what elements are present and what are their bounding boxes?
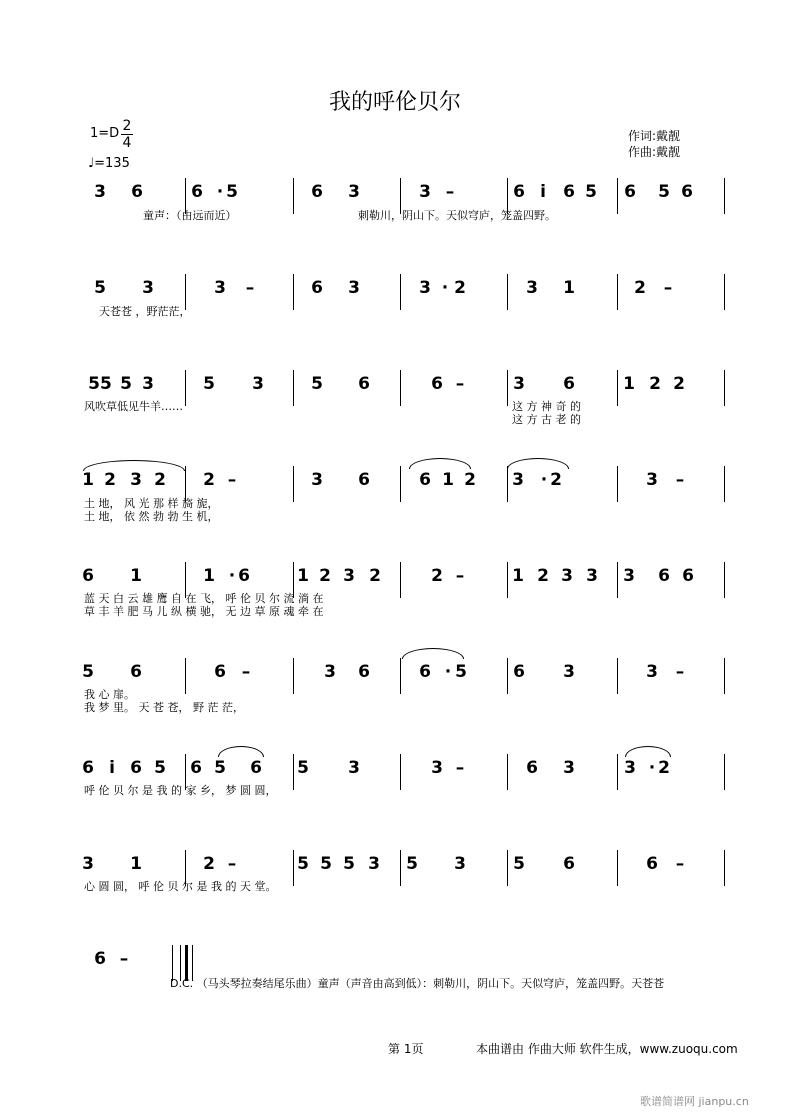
barline: [400, 466, 401, 502]
note: 2: [104, 470, 116, 490]
note: 6: [82, 566, 94, 586]
page-number: 第 1页: [388, 1042, 424, 1056]
barline: [400, 370, 401, 406]
note: 3: [214, 278, 226, 298]
note: 6: [513, 662, 525, 682]
barline: [617, 658, 618, 694]
quarter-note-icon: ♩: [88, 156, 95, 171]
note: 5: [343, 854, 355, 874]
note: 6: [563, 374, 575, 394]
lyric-3a: 这 方 神 奇 的: [512, 400, 581, 413]
note: 6: [214, 662, 226, 682]
lyric-1b: 刺勒川，阴山下。天似穹庐，笼盖四野。: [358, 209, 556, 222]
note: 3: [586, 566, 598, 586]
barline: [400, 274, 401, 310]
note: 6: [526, 758, 538, 778]
barline: [617, 178, 618, 214]
note: 6: [431, 374, 443, 394]
tempo-value: =135: [94, 156, 130, 171]
barline: [507, 562, 508, 598]
note: 6: [250, 758, 262, 778]
barline: [724, 466, 725, 502]
lyric-3: 风吹草低见牛羊……: [84, 400, 183, 413]
watermark: 歌谱简谱网 jianpu.cn: [640, 1095, 749, 1108]
note: 2: [649, 374, 661, 394]
lyric-4b: 土 地， 依 然 勃 勃 生 机，: [84, 510, 219, 523]
barline: [185, 658, 186, 694]
note: 3: [419, 278, 431, 298]
note: 5: [94, 278, 106, 298]
barline: [400, 850, 401, 886]
barline: [617, 466, 618, 502]
lyric-6a: 我 心 扉。: [84, 688, 135, 701]
note: 3: [623, 566, 635, 586]
time-top: 2: [122, 118, 132, 134]
note: 5: [406, 854, 418, 874]
note: 3: [624, 758, 636, 778]
note: i: [109, 758, 115, 778]
note: ·: [216, 182, 224, 202]
barline: [617, 370, 618, 406]
note: 1: [130, 854, 142, 874]
slur: [218, 746, 264, 757]
barline: [617, 562, 618, 598]
lyric-7: 呼 伦 贝 尔 是 我 的 家 乡， 梦 圆 圆，: [84, 784, 277, 797]
lyric-3b: 这 方 古 老 的: [512, 413, 581, 426]
note: 1: [203, 566, 215, 586]
note: 2: [319, 566, 331, 586]
barline: [293, 466, 294, 502]
note: 6: [682, 566, 694, 586]
credits: [628, 128, 680, 160]
note: 3: [512, 470, 524, 490]
barline: [293, 178, 294, 214]
note: 3: [526, 278, 538, 298]
composer: 作曲:戴靓: [628, 145, 681, 159]
note: 3: [348, 182, 360, 202]
barline: [724, 658, 725, 694]
note: 5: [82, 662, 94, 682]
note: 5: [203, 374, 215, 394]
barline: [617, 850, 618, 886]
barline: [400, 562, 401, 598]
note: 6: [419, 662, 431, 682]
note: 3: [419, 182, 431, 202]
time-bottom: 4: [122, 135, 132, 151]
lyric-2: 天苍苍 ，野茫茫，: [99, 305, 191, 318]
note: 3: [368, 854, 380, 874]
note: 1: [563, 278, 575, 298]
slur: [625, 746, 671, 757]
note: 6: [311, 278, 323, 298]
lyric-5a: 蓝 天 白 云 雄 鹰 自 在 飞， 呼 伦 贝 尔 流 淌 在: [84, 592, 324, 605]
note: –: [245, 278, 255, 298]
note: –: [675, 662, 685, 682]
lyric-8: 心 圆 圆， 呼 伦 贝 尔 是 我 的 天 堂。: [84, 880, 277, 893]
note: ·: [648, 758, 656, 778]
note: 3: [646, 662, 658, 682]
note: 3: [82, 854, 94, 874]
key-signature: 1=D: [90, 126, 120, 141]
note: ·: [540, 470, 548, 490]
barline: [724, 370, 725, 406]
note: 3: [563, 758, 575, 778]
note: 5: [214, 758, 226, 778]
note: 6: [658, 566, 670, 586]
note: 55: [88, 374, 112, 394]
note: 3: [252, 374, 264, 394]
note: 5: [120, 374, 132, 394]
note: 1: [82, 470, 94, 490]
note: 6: [130, 662, 142, 682]
note: 3: [311, 470, 323, 490]
note: 6: [681, 182, 693, 202]
note: 3: [130, 470, 142, 490]
tempo-marking: [88, 156, 130, 171]
note: 6: [190, 758, 202, 778]
barline: [507, 466, 508, 502]
note: 6: [238, 566, 250, 586]
barline: [507, 754, 508, 790]
note: 6: [563, 854, 575, 874]
note: 1: [442, 470, 454, 490]
barline: [293, 370, 294, 406]
barline: [724, 274, 725, 310]
note: –: [227, 854, 237, 874]
lyricist: 作词:戴靓: [628, 129, 681, 143]
barline: [617, 754, 618, 790]
note: 6: [563, 182, 575, 202]
barline: [617, 274, 618, 310]
note: 3: [431, 758, 443, 778]
note: 6: [311, 182, 323, 202]
note: –: [455, 566, 465, 586]
barline: [400, 658, 401, 694]
note: 2: [203, 854, 215, 874]
slur: [409, 458, 471, 469]
note: 3: [348, 758, 360, 778]
note: 3: [646, 470, 658, 490]
barline: [507, 658, 508, 694]
barline: [507, 370, 508, 406]
lyric-5b: 草 丰 羊 肥 马 儿 纵 横 驰， 无 边 草 原 魂 牵 在: [84, 605, 324, 618]
note: 6: [358, 470, 370, 490]
note: 3: [454, 854, 466, 874]
note: 6: [419, 470, 431, 490]
note: 6: [130, 758, 142, 778]
note: ·: [444, 662, 452, 682]
note: 6: [191, 182, 203, 202]
note: 2: [154, 470, 166, 490]
note: 6: [131, 182, 143, 202]
note: 6: [513, 182, 525, 202]
note: 6: [358, 374, 370, 394]
note: 6: [646, 854, 658, 874]
note: 6: [358, 662, 370, 682]
note: –: [241, 662, 251, 682]
note: 5: [226, 182, 238, 202]
note: 1: [297, 566, 309, 586]
barline: [185, 370, 186, 406]
note: 2: [537, 566, 549, 586]
barline: [724, 754, 725, 790]
note: 5: [658, 182, 670, 202]
note: 2: [203, 470, 215, 490]
note: 3: [324, 662, 336, 682]
note: 5: [154, 758, 166, 778]
note: –: [675, 854, 685, 874]
note: –: [227, 470, 237, 490]
barline: [507, 274, 508, 310]
note: 3: [142, 374, 154, 394]
note: 3: [142, 278, 154, 298]
note: 3: [348, 278, 360, 298]
note: 2: [634, 278, 646, 298]
barline: [400, 754, 401, 790]
barline: [724, 178, 725, 214]
note: –: [119, 949, 129, 969]
note: 6: [82, 758, 94, 778]
note: 5: [513, 854, 525, 874]
slur: [402, 648, 464, 659]
note: 3: [513, 374, 525, 394]
note: 5: [311, 374, 323, 394]
time-signature: [120, 118, 134, 151]
note: –: [455, 758, 465, 778]
note: –: [663, 278, 673, 298]
note: ·: [441, 278, 449, 298]
barline: [293, 274, 294, 310]
note: 5: [297, 854, 309, 874]
note: 2: [431, 566, 443, 586]
generator-note: 本曲谱由 作曲大师 软件生成，www.zuoqu.com: [476, 1042, 738, 1056]
note: i: [540, 182, 546, 202]
note: 5: [455, 662, 467, 682]
note: 1: [130, 566, 142, 586]
lyric-1a: 童声：（由远而近）: [143, 209, 237, 222]
note: 2: [369, 566, 381, 586]
note: –: [675, 470, 685, 490]
note: 2: [454, 278, 466, 298]
note: ·: [228, 566, 236, 586]
barline: [724, 850, 725, 886]
slur: [507, 458, 569, 469]
note: 2: [673, 374, 685, 394]
slur: [83, 460, 185, 471]
note: 3: [343, 566, 355, 586]
lyric-6b: 我 梦 里。 天 苍 苍， 野 茫 茫，: [84, 701, 244, 714]
note: 1: [623, 374, 635, 394]
note: –: [445, 182, 455, 202]
note: 5: [585, 182, 597, 202]
barline: [293, 658, 294, 694]
note: 5: [320, 854, 332, 874]
lyric-9: D.C. （马头琴拉奏结尾乐曲）童声（声音由高到低）：刺勒川，阴山下。天似穹庐，笼盖四野。天苍苍: [170, 977, 665, 990]
note: 2: [464, 470, 476, 490]
lyric-4a: 土 地， 风 光 那 样 旖 旎，: [84, 497, 219, 510]
note: –: [455, 374, 465, 394]
note: 3: [94, 182, 106, 202]
barline: [724, 562, 725, 598]
note: 6: [624, 182, 636, 202]
note: 1: [512, 566, 524, 586]
note: 2: [550, 470, 562, 490]
barline: [507, 850, 508, 886]
note: 5: [297, 758, 309, 778]
song-title: 我的呼伦贝尔: [328, 90, 461, 115]
note: 6: [94, 949, 106, 969]
note: 2: [658, 758, 670, 778]
note: 3: [561, 566, 573, 586]
note: 3: [563, 662, 575, 682]
